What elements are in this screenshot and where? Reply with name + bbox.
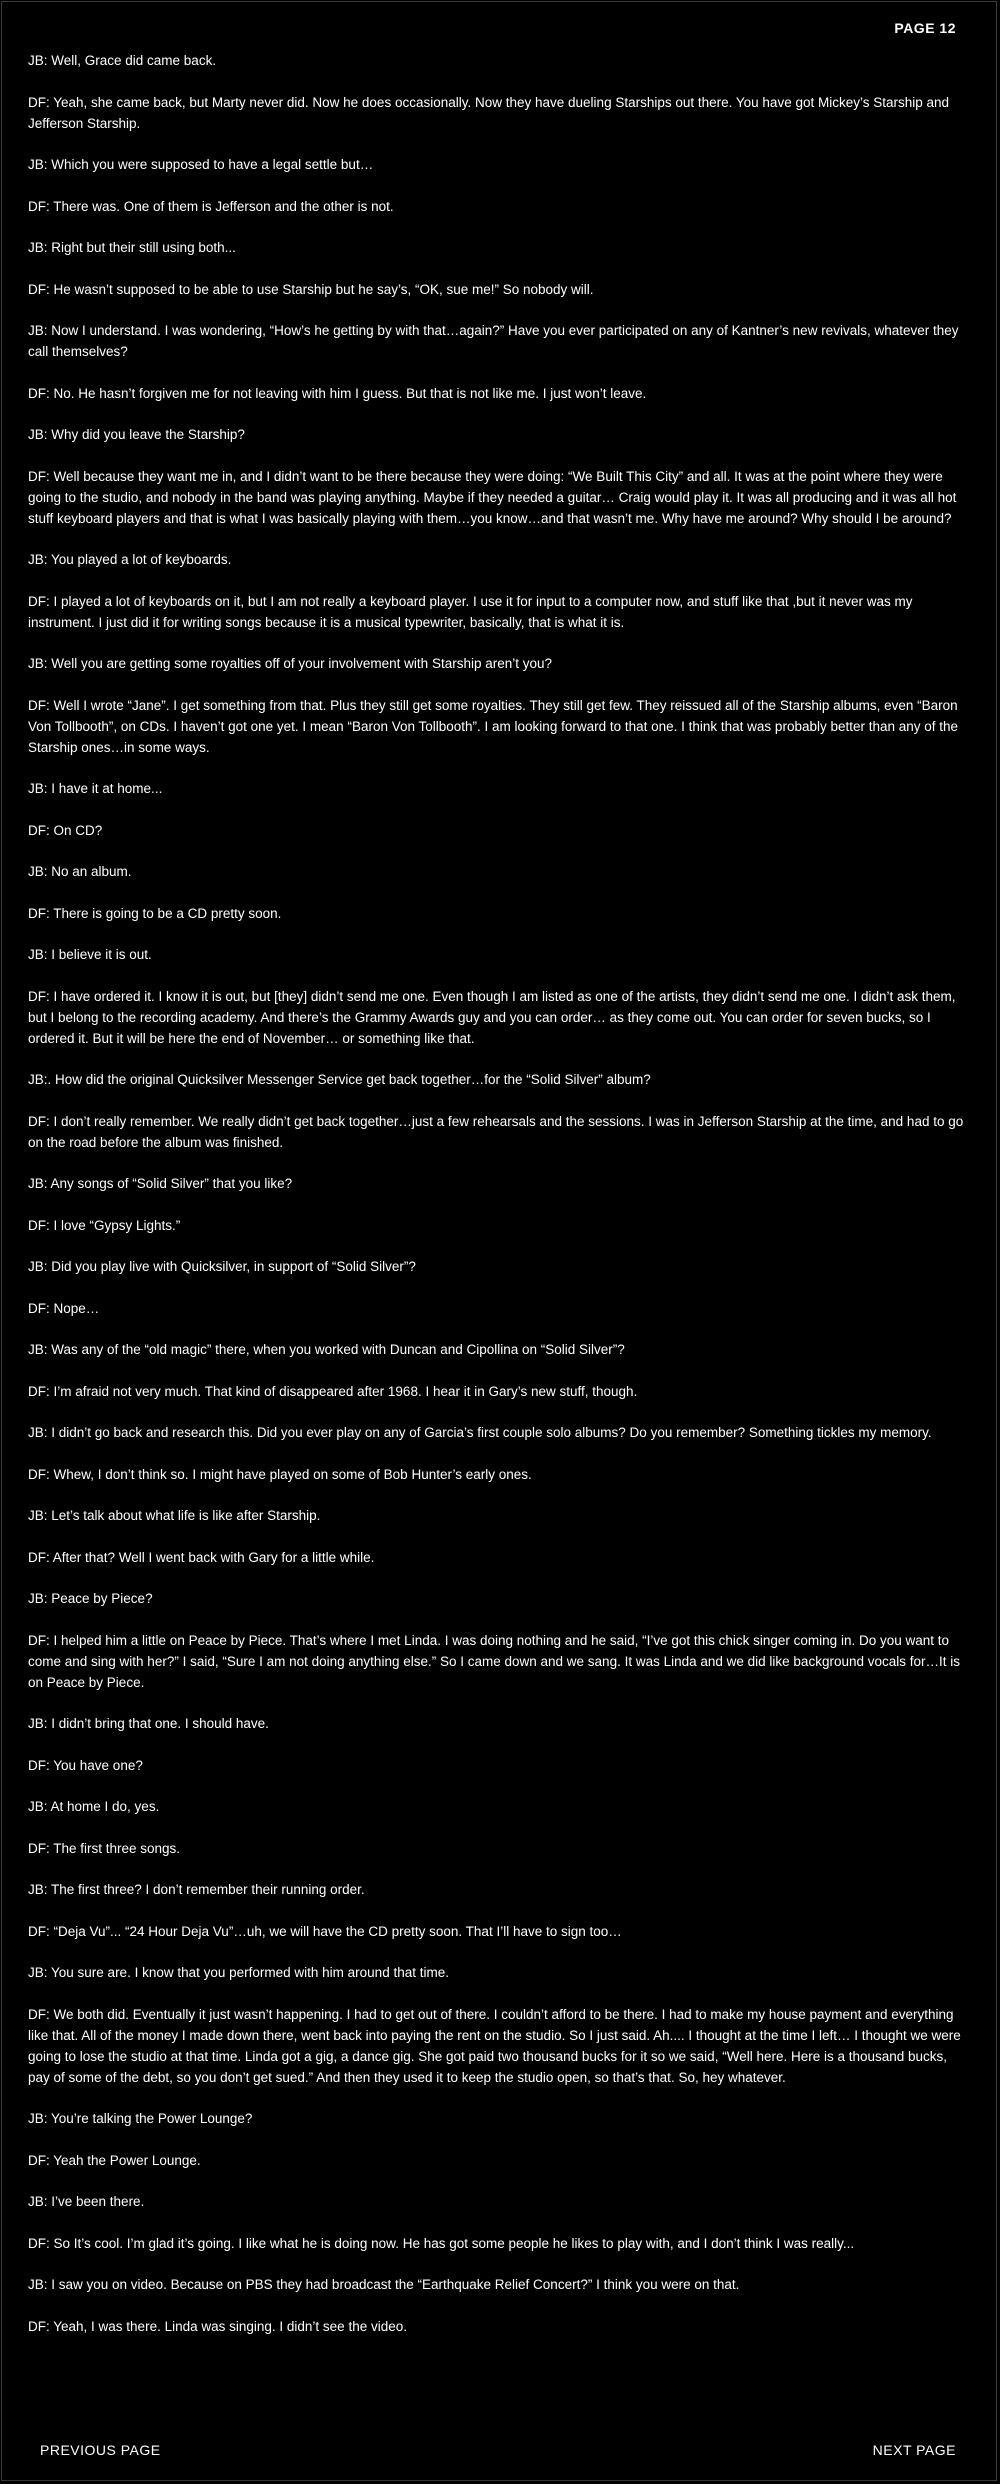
transcript-paragraph: JB: Well you are getting some royalties off of your involvement with Starship aren’t you? <box>28 656 553 671</box>
transcript-paragraph: DF: No. He hasn’t forgiven me for not leaving with him I guess. But that is not like me. I just won’t leave. <box>28 385 647 401</box>
transcript-paragraph: DF: “Deja Vu”... “24 Hour Deja Vu”…uh, we will have the CD pretty soon. That I’ll have to sign too… <box>28 1923 622 1939</box>
page-number: PAGE 12 <box>894 20 956 36</box>
transcript-paragraph: DF: I played a lot of keyboards on it, but I am not really a keyboard player. I use it for input to a computer now, and stuff like that ,but it never was my instrument. I just did it for writing songs because it is a musical typewriter, basically, that is what it is. <box>28 593 913 630</box>
transcript-paragraph: JB: At home I do, yes. <box>28 1799 160 1814</box>
transcript-paragraph: JB: Any songs of “Solid Silver” that you like? <box>28 1176 293 1191</box>
transcript-paragraph: DF: After that? Well I went back with Gary for a little while. <box>28 1549 375 1565</box>
transcript-paragraph: DF: I have ordered it. I know it is out, but [they] didn’t send me one. Even though I am listed as one of the artists, they didn’t send me one. I didn’t ask them, but I belong to the recording academy. And there’s the Grammy Awards guy and you can order… as they come out. You can order for seven bucks, so I ordered it. But it will be here the end of November… or something like that. <box>28 988 956 1046</box>
transcript-paragraph: JB: No an album. <box>28 864 132 879</box>
transcript-paragraph: DF: Well I wrote “Jane”. I get something from that. Plus they still get some royalties. They still get few. They reissued all of the Starship albums, even “Baron Von Tollbooth”, on CDs. I haven’t got one yet. I mean “Baron Von Tollbooth”. I am looking forward to that one. I think that was probably better than any of the Starship ones…in some ways. <box>28 697 959 755</box>
transcript-paragraph: DF: We both did. Eventually it just wasn’t happening. I had to get out of there. I couldn’t afford to be there. I had to make my house payment and everything like that. All of the money I made down there, went back into paying the rent on the studio. So I just said. Ah.... I thought at the time I left… I thought we were going to lose the studio at that time. Linda got a gig, a dance gig. She got paid two thousand bucks for it so we said, “Well here. Here is a thousand bucks, pay of some of the debt, so you don’t get sued.” And then they used it to keep the studio open, so that’s that. So, hey whatever. <box>28 2006 961 2085</box>
transcript-paragraph: DF: Yeah, she came back, but Marty never did. Now he does occasionally. Now they have dueling Starships out there. You have got Mickey’s Starship and Jefferson Starship. <box>28 94 950 131</box>
transcript-paragraph: DF: I’m afraid not very much. That kind of disappeared after 1968. I hear it in Gary’s new stuff, though. <box>28 1383 638 1399</box>
transcript-paragraph: JB: You sure are. I know that you performed with him around that time. <box>28 1965 449 1980</box>
transcript-paragraph: JB: Which you were supposed to have a legal settle but… <box>28 157 374 172</box>
transcript-paragraph: DF: He wasn’t supposed to be able to use Starship but he say’s, “OK, sue me!” So nobody will. <box>28 281 594 297</box>
transcript-paragraph: JB: Was any of the “old magic” there, when you worked with Duncan and Cipollina on “Solid Silver”? <box>28 1342 625 1357</box>
transcript-paragraph: DF: You have one? <box>28 1757 143 1773</box>
transcript-paragraph: DF: Yeah, I was there. Linda was singing. I didn’t see the video. <box>28 2318 407 2334</box>
transcript-paragraph: JB: Did you play live with Quicksilver, in support of “Solid Silver”? <box>28 1259 416 1274</box>
transcript-paragraph: DF: Yeah the Power Lounge. <box>28 2152 201 2168</box>
transcript-paragraph: JB: I have it at home... <box>28 781 163 796</box>
transcript-paragraph: JB: You played a lot of keyboards. <box>28 552 232 567</box>
transcript-paragraph: JB: You’re talking the Power Lounge? <box>28 2111 253 2126</box>
transcript-paragraph: DF: So It’s cool. I’m glad it’s going. I like what he is doing now. He has got some people he likes to play with, and I don’t think I was really... <box>28 2235 855 2251</box>
transcript-paragraph: DF: There is going to be a CD pretty soon. <box>28 905 282 921</box>
transcript-paragraph: DF: The first three songs. <box>28 1840 181 1856</box>
next-page-link[interactable]: NEXT PAGE <box>872 2442 956 2458</box>
transcript-paragraph: JB: Peace by Piece? <box>28 1591 153 1606</box>
transcript-paragraph: DF: I love “Gypsy Lights.” <box>28 1217 181 1233</box>
transcript-paragraph: DF: On CD? <box>28 822 103 838</box>
transcript-paragraph: DF: There was. One of them is Jefferson and the other is not. <box>28 198 394 214</box>
transcript-paragraph: JB: Let’s talk about what life is like after Starship. <box>28 1508 321 1523</box>
transcript-paragraph: JB: Well, Grace did came back. <box>28 53 217 68</box>
transcript-paragraph: JB: I believe it is out. <box>28 947 152 962</box>
transcript-paragraph: JB: I’ve been there. <box>28 2194 145 2209</box>
transcript-paragraph: DF: I helped him a little on Peace by Piece. That’s where I met Linda. I was doing nothing and he said, “I’ve got this chick singer coming in. Do you want to come and sing with her?” I said, “Sure I am not doing anything else.” So I came down and we sang. It was Linda and we did like background vocals for…It is on Peace by Piece. <box>28 1632 961 1690</box>
transcript-paragraph: JB: I didn’t go back and research this. Did you ever play on any of Garcia’s first couple solo albums? Do you remember? Something tickles my memory. <box>28 1425 932 1440</box>
transcript-paragraph: JB:. How did the original Quicksilver Messenger Service get back together…for the “Solid Silver” album? <box>28 1072 651 1087</box>
transcript-paragraph: DF: Well because they want me in, and I didn’t want to be there because they were doing: “We Built This City” and all. It was at the point where they were going to the studio, and nobody in the band was playing anything. Maybe if they needed a guitar… Craig would play it. It was all producing and it was all hot stuff keyboard players and that is what I was basically playing with them…you know…and that wasn’t me. Why have me around? Why should I be around? <box>28 468 957 526</box>
interview-transcript <box>28 50 970 2357</box>
transcript-paragraph: JB: Now I understand. I was wondering, “How’s he getting by with that…again?” Have you ever participated on any of Kantner’s new revivals, whatever they call themselves? <box>28 323 959 359</box>
transcript-paragraph: JB: Why did you leave the Starship? <box>28 427 245 442</box>
previous-page-link[interactable]: PREVIOUS PAGE <box>40 2442 161 2458</box>
transcript-paragraph: DF: I don’t really remember. We really didn’t get back together…just a few rehearsals and the sessions. I was in Jefferson Starship at the time, and had to go on the road before the album was finished. <box>28 1113 964 1150</box>
transcript-paragraph: JB: I didn’t bring that one. I should have. <box>28 1716 269 1731</box>
transcript-paragraph: JB: The first three? I don’t remember their running order. <box>28 1882 365 1897</box>
transcript-paragraph: JB: I saw you on video. Because on PBS they had broadcast the “Earthquake Relief Concert?” I think you were on that. <box>28 2277 740 2292</box>
transcript-paragraph: JB: Right but their still using both... <box>28 240 236 255</box>
transcript-paragraph: DF: Whew, I don’t think so. I might have played on some of Bob Hunter’s early ones. <box>28 1466 532 1482</box>
transcript-paragraph: DF: Nope… <box>28 1300 100 1316</box>
